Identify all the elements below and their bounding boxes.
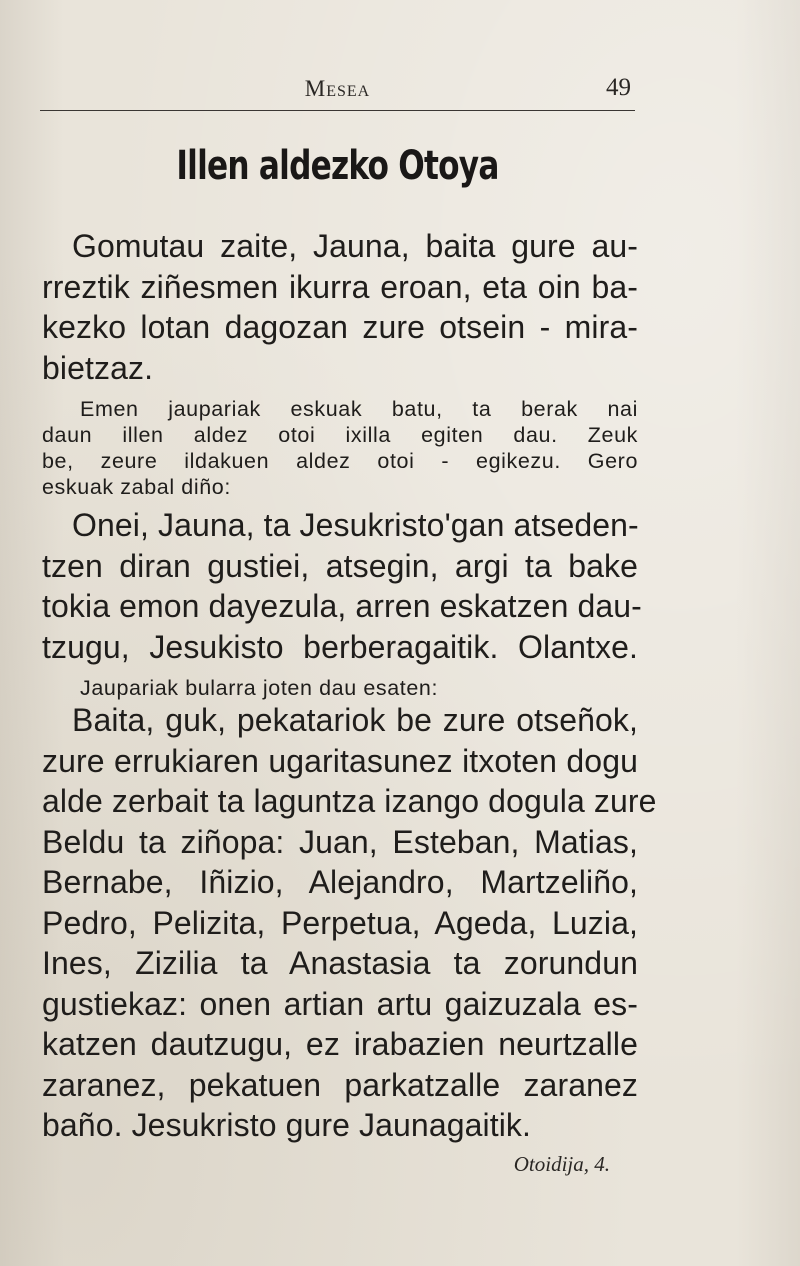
page-number: 49 (606, 74, 631, 101)
text-line: Gomutau zaite, Jauna, baita gure au- (72, 228, 638, 264)
text-line: bietzaz. (42, 349, 154, 386)
text-line: rreztik ziñesmen ikurra eroan, eta oin ba- (42, 268, 638, 305)
paragraph-1 (42, 226, 638, 388)
rubric-2 (42, 675, 638, 701)
rubric-line: eskuak zabal diño: (42, 475, 231, 499)
text-line: zure errukiaren ugaritasunez itxoten dogu (42, 742, 638, 779)
text-line: gustiekaz: onen artian artu gaizuzala es- (42, 985, 638, 1022)
running-header (40, 70, 635, 111)
rubric-line: Emen jaupariak eskuak batu, ta berak nai (80, 397, 638, 421)
running-title: Mesea (304, 76, 371, 101)
text-line: tzugu, Jesukisto berberagaitik. Olantxe. (42, 628, 638, 665)
text-line: Ines, Zizilia ta Anastasia ta zorundun (42, 945, 638, 981)
text-line: Bernabe, Iñizio, Alejandro, Martzeliño, (42, 864, 638, 900)
text-line: kezko lotan dagozan zure otsein - mira- (42, 309, 638, 345)
text-line: Baita, guk, pekatariok be zure otseñok, (72, 702, 638, 738)
text-line: katzen dautzugu, ez irabazien neurtzalle (42, 1026, 638, 1062)
rubric-1 (42, 396, 638, 500)
text-line: tzen diran gustiei, atsegin, argi ta bake (42, 547, 638, 584)
source-reference: Otoidija, 4. (513, 1152, 610, 1176)
paragraph-3 (42, 700, 657, 1146)
paragraph-2 (42, 505, 642, 667)
text-line: alde zerbait ta laguntza izango dogula zure (42, 783, 657, 819)
rubric-line: be, zeure ildakuen aldez otoi - egikezu. Gero (42, 449, 638, 473)
text-line: tokia emon dayezula, arren eskatzen dau- (42, 588, 642, 624)
text-line: baño. Jesukristo gure Jaunagaitik. (42, 1107, 532, 1143)
prayer-title: Illen aldezko Otoya (176, 143, 499, 189)
rubric-line: daun illen aldez otoi ixilla egiten dau. Zeuk (42, 423, 638, 447)
rubric-line: Jaupariak bularra joten dau esaten: (80, 676, 439, 700)
text-line: Pedro, Pelizita, Perpetua, Ageda, Luzia, (42, 904, 638, 941)
text-line: zaranez, pekatuen parkatzalle zaranez (42, 1066, 638, 1103)
text-line: Beldu ta ziñopa: Juan, Esteban, Matias, (42, 823, 638, 860)
text-line: Onei, Jauna, ta Jesukristo'gan atseden- (72, 507, 639, 543)
